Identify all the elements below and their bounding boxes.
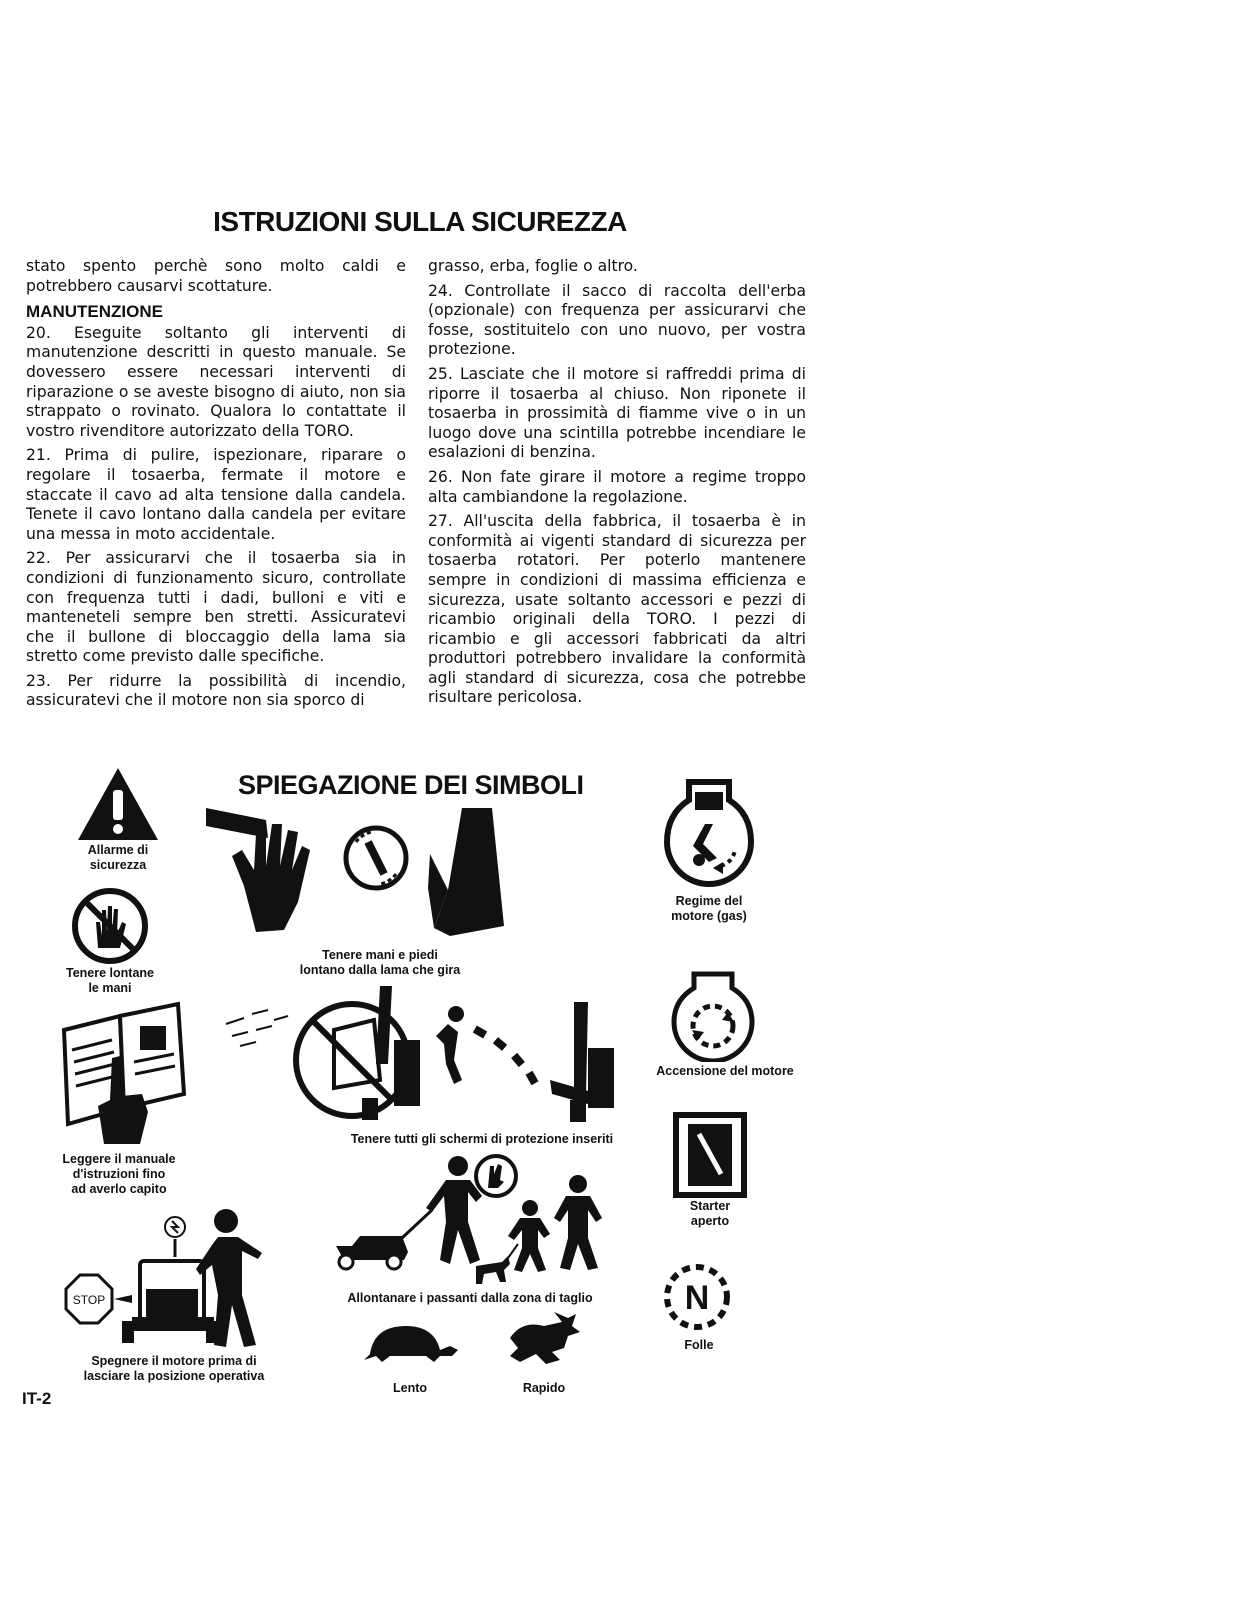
safety-alert-label: Allarme di sicurezza [87, 843, 149, 872]
read-manual-label: Leggere il manuale d'istruzioni fino ad averlo capito [62, 1152, 176, 1196]
paragraph-21: 21. Prima di pulire, ispezionare, riparare o regolare il tosaerba, fermate il motore e staccate il cavo ad alta tensione dalla candela. Tenete il cavo lontano dalla candela per evitare una messa in moto accidentale. [26, 446, 406, 543]
shields-in-place-label: Tenere tutti gli schermi di protezione inseriti [350, 1132, 614, 1146]
paragraph-22: 22. Per assicurarvi che il tosaerba sia in condizioni di funzionamento sicuro, controllate con frequenza tutti i dadi, bulloni e viti e manteneteli sempre ben stretti. Assicuratevi che il bullone di bloccaggio della lama sia stretto come previsto dalle specifiche. [26, 549, 406, 666]
engine-speed-label: Regime del motore (gas) [671, 894, 747, 923]
stop-engine-label: Spegnere il motore prima di lasciare la posizione operativa [83, 1354, 265, 1383]
paragraph-24: 24. Controllate il sacco di raccolta dell'erba (opzionale) con frequenza per assicurarvi che fosse, sostituitelo con uno nuovo, per vostra protezione. [428, 281, 806, 359]
neutral-icon [662, 1262, 732, 1332]
page-title: ISTRUZIONI SULLA SICUREZZA [213, 206, 627, 237]
hands-feet-blade-label: Tenere mani e piedi lontano dalla lama che gira [299, 948, 461, 977]
engine-start-icon [670, 970, 756, 1062]
slow-label: Lento [392, 1381, 428, 1395]
stop-sign-text: STOP [72, 1293, 106, 1307]
engine-speed-icon [661, 778, 757, 890]
right-column [428, 257, 806, 713]
rabbit-icon [506, 1310, 582, 1368]
shields-in-place-icon [222, 984, 628, 1124]
choke-open-label: Starter aperto [689, 1199, 731, 1228]
keep-hands-away-label: Tenere lontane le mani [66, 966, 154, 995]
bystanders-away-icon [332, 1152, 608, 1286]
paragraph-23: 23. Per ridurre la possibilità di incendio, assicuratevi che il motore non sia sporco di [26, 671, 406, 710]
intro-paragraph: stato spento perchè sono molto caldi e potrebbero causarvi scottature. [26, 257, 406, 295]
paragraph-20: 20. Eseguite soltanto gli interventi di manutenzione descritti in questo manuale. Se dovessero essere necessari interventi di riparazione o se aveste bisogno di aiuto, non sia strappato o rovinato. Qualora lo contattate il vostro rivenditore autorizzato della TORO. [26, 323, 406, 440]
neutral-label: Folle [684, 1338, 714, 1352]
no-hands-icon [70, 886, 150, 966]
paragraph-27: 27. All'uscita della fabbrica, il tosaerba è in conformità ai vigenti standard di sicurezza per tosaerba rotatori. Per poterlo mantenere sempre in condizioni di massima efficienza e sicurezza, usate soltanto accessori e pezzi di ricambio originali della TORO. I pezzi di ricambio e gli accessori fabbricati da altri produttori potrebbero invalidare la conformità agli standard di sicurezza, cosa che potrebbe risultare pericolosa. [428, 512, 806, 707]
paragraph-25: 25. Lasciate che il motore si raffreddi prima di riporre il tosaerba al chiuso. Non riponete il tosaerba in prossimità di fiamme vive o in un luogo dove una scintilla potrebbe incendiare le esalazioni di benzina. [428, 364, 806, 462]
page-number: IT-2 [22, 1389, 52, 1408]
choke-open-icon [673, 1112, 747, 1198]
bystanders-away-label: Allontanare i passanti dalla zona di taglio [347, 1291, 593, 1305]
paragraph-23-cont: grasso, erba, foglie o altro. [428, 257, 638, 275]
turtle-icon [360, 1320, 460, 1366]
fast-label: Rapido [522, 1381, 566, 1395]
section-heading: MANUTENZIONE [26, 302, 163, 322]
left-column [26, 257, 406, 716]
warning-triangle-icon [76, 766, 160, 842]
neutral-letter: N [684, 1279, 710, 1317]
stop-engine-icon [60, 1205, 270, 1353]
engine-start-label: Accensione del motore [656, 1064, 794, 1078]
symbols-title: SPIEGAZIONE DEI SIMBOLI [238, 770, 584, 800]
paragraph-26: 26. Non fate girare il motore a regime troppo alta cambiandone la regolazione. [428, 467, 806, 506]
manual-book-icon [58, 996, 190, 1146]
hands-feet-blade-icon [204, 806, 504, 946]
